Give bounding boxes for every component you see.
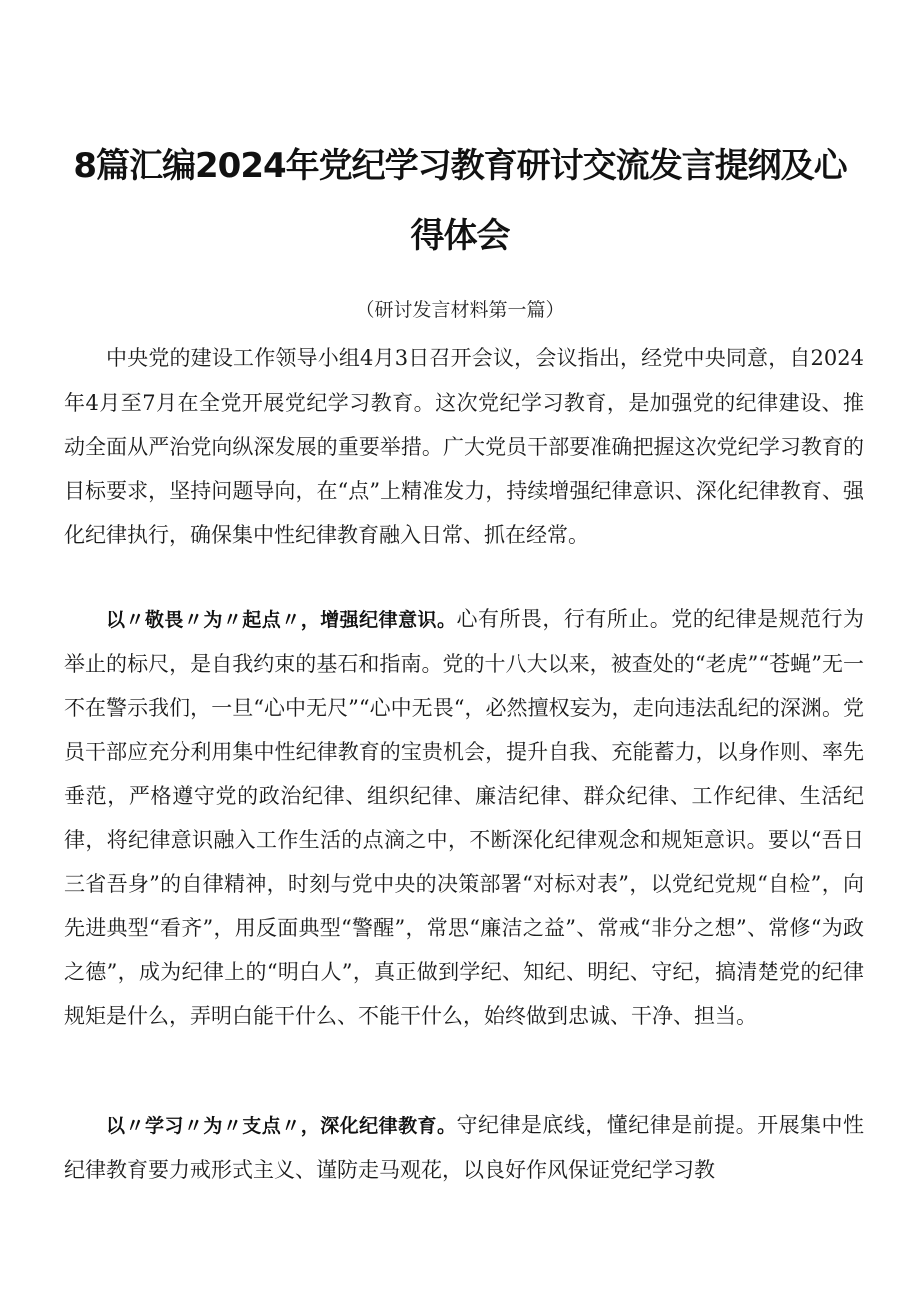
paragraph-2-text: 心有所畏，行有所止。党的纪律是规范行为举止的标尺，是自我约束的基石和指南。党的十八大以来，被查处的“老虎”“苍蝇”无一不在警示我们，一旦“心中无尺”“心中无畏“，必然擅权妄为，走向违法乱纪的深渊。党员干部应充分利用集中性纪律教育的宝贵机会，提升自我、充能蓄力，以身作则、率先垂范，严格遵守党的政治纪律、组织纪律、廉洁纪律、群众纪律、工作纪律、生活纪律，将纪律意识融入工作生活的点滴之中，不断深化纪律观念和规矩意识。要以“吾日三省吾身”的自律精神，时刻与党中央的决策部署“对标对表”，以党纪党规“自检”，向先进典型“看齐”，用反面典型“警醒”，常思“廉洁之益”、常戒“非分之想”、常修“为政之德”，成为纪律上的“明白人”，真正做到学纪、知纪、明纪、守纪，搞清楚党的纪律规矩是什么，弄明白能干什么、不能干什么，始终做到忠诚、干净、担当。 (64, 607, 864, 1028)
paragraph-1 (64, 336, 864, 557)
paragraph-2-lead: 以〃敬畏〃为〃起点〃，增强纪律意识。 (106, 609, 457, 631)
document-subtitle: （研讨发言材料第一篇） (355, 299, 565, 321)
paragraph-3 (64, 1103, 864, 1192)
document-title: 8篇汇编2024年党纪学习教育研讨交流发言提纲及心得体会 (73, 145, 847, 256)
paragraph-2 (64, 597, 864, 1038)
paragraph-3-lead: 以〃学习〃为〃支点〃，深化纪律教育。 (106, 1115, 457, 1137)
paragraph-3-text: 守纪律是底线，懂纪律是前提。开展集中性纪律教育要力戒形式主义、谨防走马观花，以良好作风保证党纪学习教 (64, 1113, 864, 1182)
paragraph-1-text: 中央党的建设工作领导小组4月3日召开会议，会议指出，经党中央同意，自2024年4月至7月在全党开展党纪学习教育。这次党纪学习教育，是加强党的纪律建设、推动全面从严治党向纵深发展的重要举措。广大党员干部要准确把握这次党纪学习教育的目标要求，坚持问题导向，在“点”上精准发力，持续增强纪律意识、深化纪律教育、强化纪律执行，确保集中性纪律教育融入日常、抓在经常。 (64, 346, 864, 547)
